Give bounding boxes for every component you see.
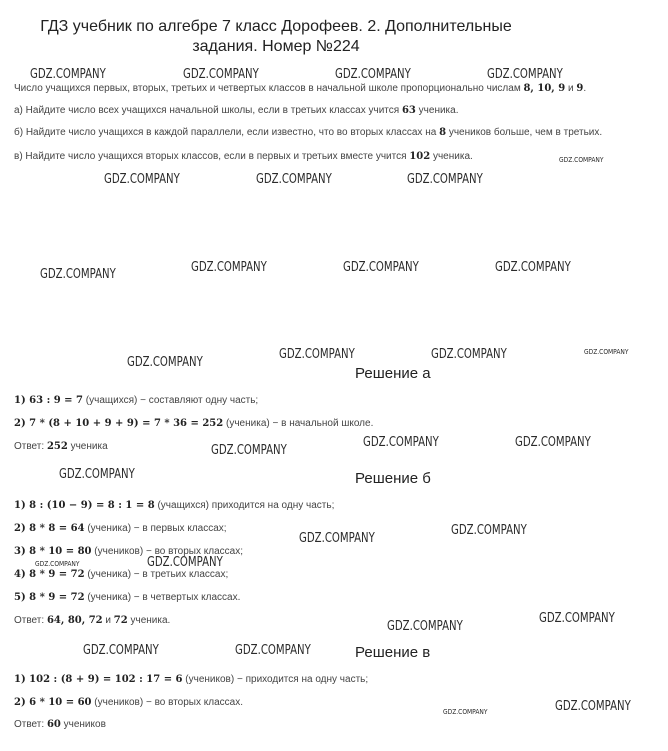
watermark: GDZ.COMPANY bbox=[104, 172, 180, 187]
solution-b-answer-text: ученика. bbox=[127, 615, 171, 626]
problem-intro-and: и bbox=[565, 83, 577, 94]
solution-a-heading: Решение а bbox=[355, 365, 431, 382]
watermark: GDZ.COMPANY bbox=[443, 708, 488, 716]
watermark: GDZ.COMPANY bbox=[256, 172, 332, 187]
solution-a-step-1-text: (учащихся) − составляют одну часть; bbox=[83, 395, 259, 406]
solution-c-answer-label: Ответ: bbox=[14, 719, 47, 730]
problem-intro-last-number: 9 bbox=[576, 83, 584, 94]
solution-b-step-1-text: (учащихся) приходится на одну часть; bbox=[154, 500, 335, 511]
problem-intro-text: Число учащихся первых, вторых, третьих и четвертых классов в начальной школе пропорционально числам bbox=[14, 83, 524, 94]
problem-part-c bbox=[14, 150, 473, 163]
solution-b-step-1 bbox=[14, 499, 334, 512]
watermark: GDZ.COMPANY bbox=[555, 699, 631, 714]
solution-a-answer-text: ученика bbox=[67, 441, 108, 452]
solution-c-step-1 bbox=[14, 673, 368, 686]
watermark: GDZ.COMPANY bbox=[431, 347, 507, 362]
solution-b-answer bbox=[14, 614, 170, 627]
watermark: GDZ.COMPANY bbox=[407, 172, 483, 187]
problem-intro-numbers: 8, 10, 9 bbox=[523, 83, 566, 94]
watermark: GDZ.COMPANY bbox=[387, 619, 463, 634]
problem-part-a-number: 63 bbox=[401, 105, 416, 116]
watermark: GDZ.COMPANY bbox=[235, 643, 311, 658]
problem-part-a bbox=[14, 104, 458, 117]
problem-part-b-text: б) Найдите число учащихся в каждой параллели, если известно, что во вторых классах на bbox=[14, 127, 440, 138]
solution-a-step-1 bbox=[14, 394, 258, 407]
solution-a-step-2 bbox=[14, 417, 373, 430]
watermark: GDZ.COMPANY bbox=[191, 260, 267, 275]
watermark: GDZ.COMPANY bbox=[147, 555, 223, 570]
solution-c-answer bbox=[14, 718, 106, 731]
solution-c-step-2 bbox=[14, 696, 243, 709]
problem-part-b-end: учеников больше, чем в третьих. bbox=[446, 127, 603, 138]
solution-c-step-1-expr: 1) 102 : (8 + 9) = 102 : 17 = 6 bbox=[14, 674, 183, 685]
solution-b-step-4-expr: 4) 8 * 9 = 72 bbox=[14, 569, 85, 580]
problem-part-a-text: а) Найдите число всех учащихся начальной школы, если в третьих классах учится bbox=[14, 105, 402, 116]
solution-a-answer-value: 252 bbox=[46, 441, 68, 452]
watermark: GDZ.COMPANY bbox=[335, 67, 411, 82]
watermark: GDZ.COMPANY bbox=[211, 443, 287, 458]
solution-a-step-1-expr: 1) 63 : 9 = 7 bbox=[14, 395, 83, 406]
watermark: GDZ.COMPANY bbox=[183, 67, 259, 82]
watermark: GDZ.COMPANY bbox=[35, 560, 80, 568]
watermark: GDZ.COMPANY bbox=[40, 267, 116, 282]
solution-b-step-4-text: (ученика) − в третьих классах; bbox=[84, 569, 229, 580]
problem-intro bbox=[14, 82, 586, 95]
solution-c-step-1-text: (учеников) − приходится на одну часть; bbox=[182, 674, 369, 685]
solution-b-step-3-text: (учеников) − во вторых классах; bbox=[91, 546, 243, 557]
solution-c-step-2-text: (учеников) − во вторых классах. bbox=[91, 697, 243, 708]
page-title: ГДЗ учебник по алгебре 7 класс Дорофеев. 2. Дополнительные задания. Номер №224 bbox=[40, 18, 512, 55]
solution-a-answer bbox=[14, 440, 108, 453]
watermark: GDZ.COMPANY bbox=[299, 531, 375, 546]
solution-b-answer-label: Ответ: bbox=[14, 615, 47, 626]
watermark: GDZ.COMPANY bbox=[584, 348, 629, 356]
solution-c-step-2-expr: 2) 6 * 10 = 60 bbox=[14, 697, 92, 708]
watermark: GDZ.COMPANY bbox=[127, 355, 203, 370]
watermark: GDZ.COMPANY bbox=[539, 611, 615, 626]
solution-b-heading: Решение б bbox=[355, 470, 431, 487]
watermark: GDZ.COMPANY bbox=[83, 643, 159, 658]
solution-b-step-2-text: (ученика) − в первых классах; bbox=[84, 523, 227, 534]
solution-b-step-2-expr: 2) 8 * 8 = 64 bbox=[14, 523, 85, 534]
problem-part-c-end: ученика. bbox=[430, 151, 473, 162]
problem-part-c-number: 102 bbox=[409, 151, 431, 162]
solution-a-step-2-text: (ученика) − в начальной школе. bbox=[223, 418, 374, 429]
watermark: GDZ.COMPANY bbox=[451, 523, 527, 538]
watermark: GDZ.COMPANY bbox=[279, 347, 355, 362]
watermark: GDZ.COMPANY bbox=[495, 260, 571, 275]
problem-part-a-end: ученика. bbox=[415, 105, 459, 116]
solution-c-answer-text: учеников bbox=[60, 719, 106, 730]
solution-b-step-1-expr: 1) 8 : (10 − 9) = 8 : 1 = 8 bbox=[14, 500, 155, 511]
solution-b-step-5-expr: 5) 8 * 9 = 72 bbox=[14, 592, 85, 603]
watermark: GDZ.COMPANY bbox=[559, 156, 604, 164]
problem-intro-end: . bbox=[583, 83, 587, 94]
solution-a-step-2-expr: 2) 7 * (8 + 10 + 9 + 9) = 7 * 36 = 252 bbox=[14, 418, 224, 429]
watermark: GDZ.COMPANY bbox=[487, 67, 563, 82]
solution-b-step-5 bbox=[14, 591, 240, 604]
watermark: GDZ.COMPANY bbox=[30, 67, 106, 82]
solution-a-answer-label: Ответ: bbox=[14, 441, 47, 452]
watermark: GDZ.COMPANY bbox=[59, 467, 135, 482]
watermark: GDZ.COMPANY bbox=[343, 260, 419, 275]
problem-part-b-number: 8 bbox=[439, 127, 447, 138]
solution-b-answer-values: 64, 80, 72 bbox=[46, 615, 103, 626]
solution-b-answer-and: и bbox=[102, 615, 114, 626]
solution-c-heading: Решение в bbox=[355, 644, 431, 661]
solution-b-step-2 bbox=[14, 522, 227, 535]
problem-part-c-text: в) Найдите число учащихся вторых классов, если в первых и третьих вместе учится bbox=[14, 151, 410, 162]
watermark: GDZ.COMPANY bbox=[515, 435, 591, 450]
watermark: GDZ.COMPANY bbox=[363, 435, 439, 450]
solution-b-step-3-expr: 3) 8 * 10 = 80 bbox=[14, 546, 92, 557]
solution-b-answer-last: 72 bbox=[113, 615, 128, 626]
solution-c-answer-value: 60 bbox=[46, 719, 61, 730]
solution-b-step-5-text: (ученика) − в четвертых классах. bbox=[84, 592, 241, 603]
problem-part-b bbox=[14, 126, 602, 139]
